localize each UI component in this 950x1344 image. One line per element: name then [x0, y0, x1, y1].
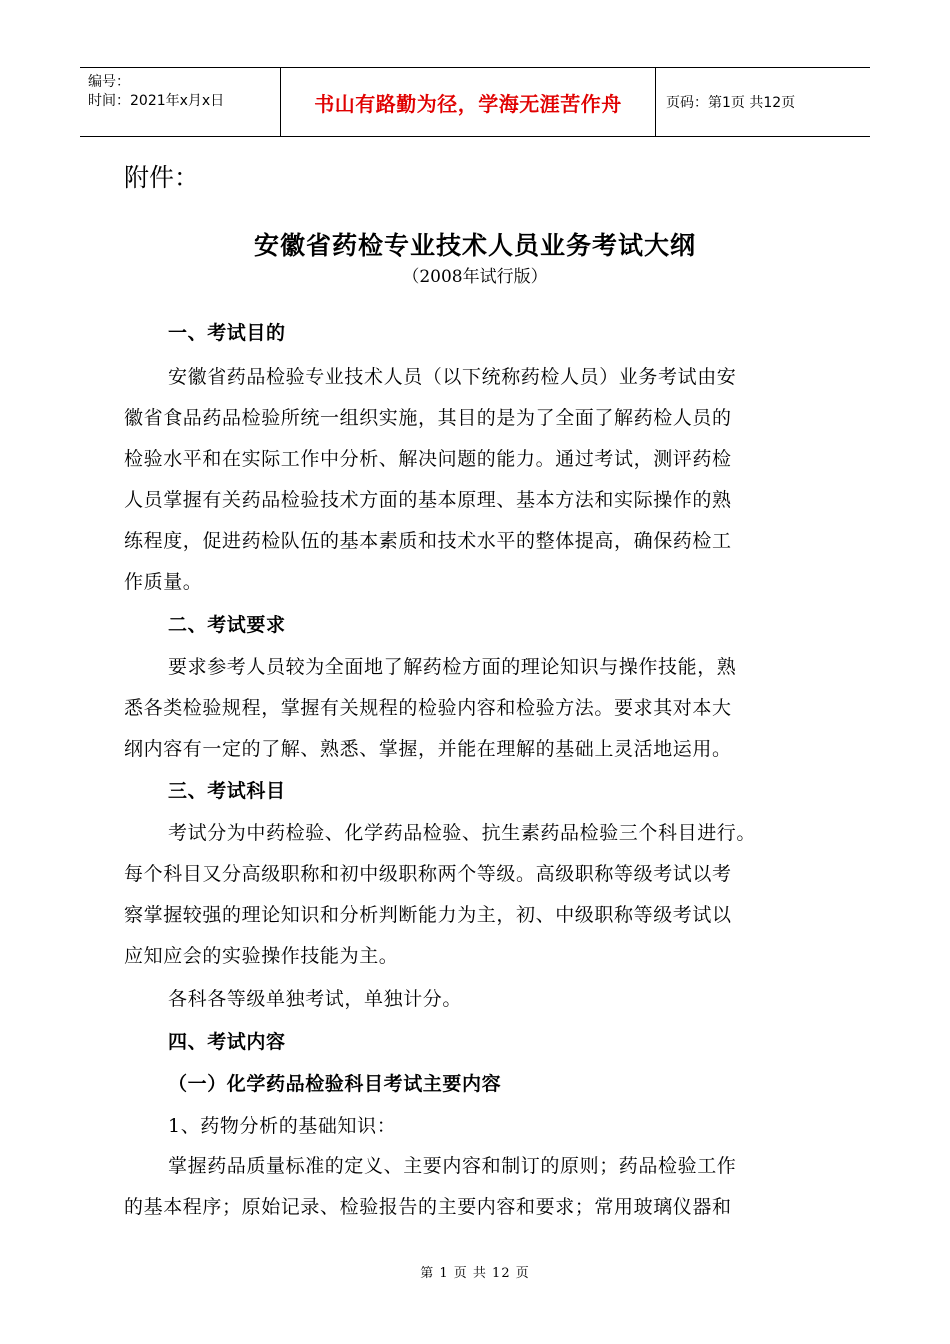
section-heading: 三、考试科目: [168, 780, 286, 802]
paragraph-line: 作质量。: [124, 571, 203, 593]
paragraph-line: 各科各等级单独考试，单独计分。: [168, 988, 463, 1010]
paragraph-line: 考试分为中药检验、化学药品检验、抗生素药品检验三个科目进行。: [168, 822, 757, 844]
paragraph-line: 纲内容有一定的了解、熟悉、掌握，并能在理解的基础上灵活地运用。: [124, 738, 732, 760]
paragraph-line: 练程度，促进药检队伍的基本素质和技术水平的整体提高，确保药检工: [124, 530, 732, 552]
paragraph-line: 掌握药品质量标准的定义、主要内容和制订的原则；药品检验工作: [168, 1155, 737, 1177]
paragraph-line: 每个科目又分高级职称和初中级职称两个等级。高级职称等级考试以考: [124, 863, 732, 885]
page-footer: 第 1 页 共 12 页: [420, 1266, 530, 1281]
paragraph-line: 安徽省药品检验专业技术人员（以下统称药检人员）业务考试由安: [168, 366, 737, 388]
section-heading: 四、考试内容: [168, 1031, 286, 1053]
section-heading: 一、考试目的: [168, 322, 286, 344]
number-label: 编号：: [88, 74, 130, 90]
paragraph-line: 察掌握较强的理论知识和分析判断能力为主，初、中级职称等级考试以: [124, 904, 732, 926]
list-item: 1、药物分析的基础知识：: [168, 1115, 397, 1137]
document-title: 安徽省药检专业技术人员业务考试大纲: [253, 231, 696, 260]
header-meta-cell: [80, 68, 281, 136]
motto: 书山有路勤为径，学海无涯苦作舟: [281, 68, 656, 136]
subsection-heading: （一）化学药品检验科目考试主要内容: [168, 1073, 502, 1095]
page-label: 页码：第1页 共12页: [666, 95, 796, 111]
document-subtitle: （2008年试行版）: [402, 267, 548, 287]
paragraph-line: 徽省食品药品检验所统一组织实施，其目的是为了全面了解药检人员的: [124, 407, 732, 429]
paragraph-line: 的基本程序；原始记录、检验报告的主要内容和要求；常用玻璃仪器和: [124, 1196, 732, 1218]
paragraph-line: 人员掌握有关药品检验技术方面的基本原理、基本方法和实际操作的熟: [124, 489, 732, 511]
date-label: 时间：2021年x月x日: [88, 93, 225, 109]
paragraph-line: 悉各类检验规程，掌握有关规程的检验内容和检验方法。要求其对本大: [124, 697, 732, 719]
section-heading: 二、考试要求: [168, 614, 286, 636]
paragraph-line: 检验水平和在实际工作中分析、解决问题的能力。通过考试，测评药检: [124, 448, 732, 470]
paragraph-line: 应知应会的实验操作技能为主。: [124, 945, 399, 967]
attachment-label: 附件：: [124, 163, 200, 192]
paragraph-line: 要求参考人员较为全面地了解药检方面的理论知识与操作技能，熟: [168, 656, 737, 678]
header-table: [80, 67, 870, 137]
